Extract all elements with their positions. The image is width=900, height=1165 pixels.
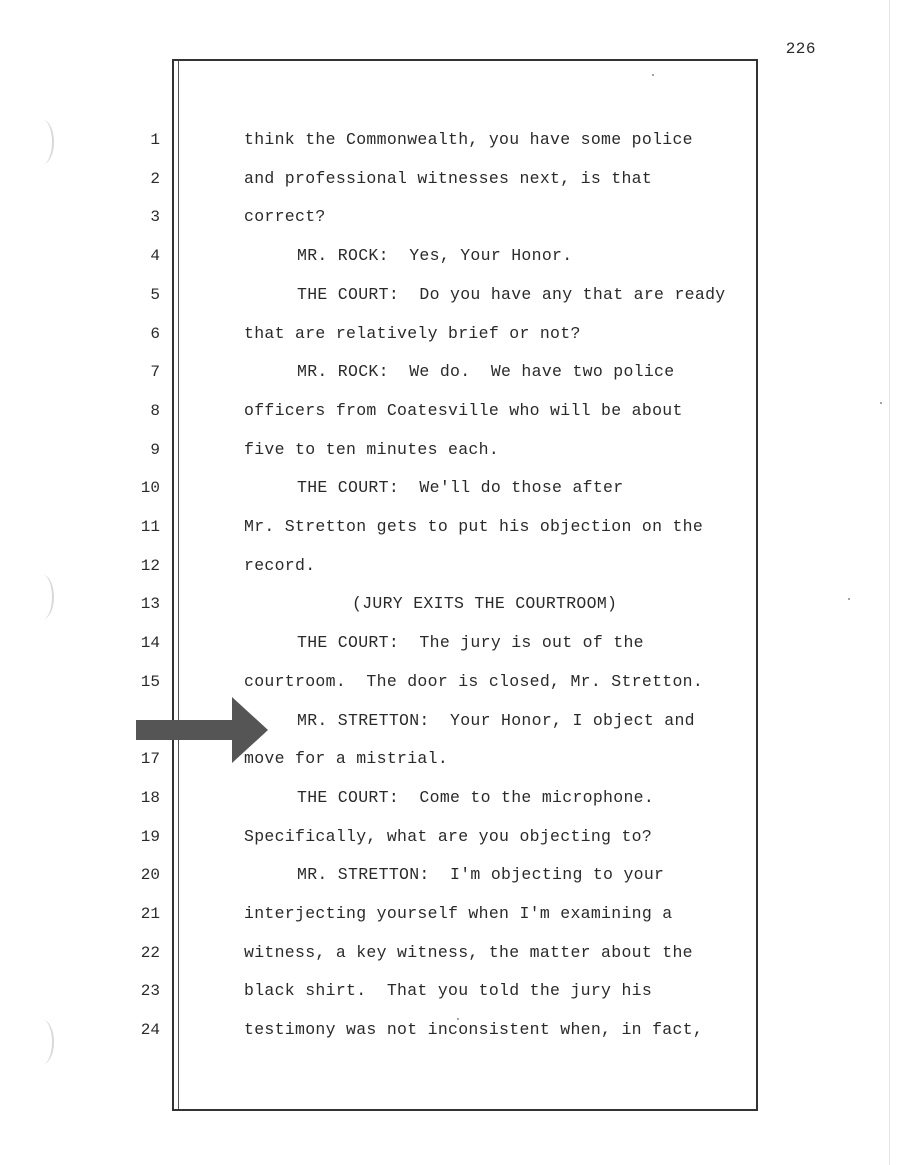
line-number: 6 (150, 325, 160, 343)
transcript-line: THE COURT: Come to the microphone. (297, 788, 655, 807)
line-number: 13 (140, 595, 160, 613)
right-arrow-icon (136, 697, 268, 763)
transcript-line: MR. STRETTON: Your Honor, I object and (297, 711, 695, 730)
line-number: 23 (140, 982, 160, 1000)
line-number: 2 (150, 170, 160, 188)
transcript-line: five to ten minutes each. (244, 440, 500, 459)
transcript-line: correct? (244, 207, 326, 226)
line-number: 1 (150, 131, 160, 149)
transcript-line: (JURY EXITS THE COURTROOM) (352, 594, 618, 613)
line-number: 14 (140, 634, 160, 652)
line-number: 10 (140, 479, 160, 497)
line-number: 17 (140, 750, 160, 768)
punch-hole-bottom (32, 1020, 54, 1064)
page-edge-shadow (889, 0, 890, 1165)
transcript-line: black shirt. That you told the jury his (244, 981, 653, 1000)
transcript-line: and professional witnesses next, is that (244, 169, 653, 188)
page-number: 226 (785, 40, 816, 58)
transcript-line: that are relatively brief or not? (244, 324, 581, 343)
transcript-line: record. (244, 556, 316, 575)
transcript-line: MR. ROCK: We do. We have two police (297, 362, 675, 381)
line-number: 3 (150, 208, 160, 226)
transcript-line: THE COURT: Do you have any that are ready (297, 285, 726, 304)
line-number: 9 (150, 441, 160, 459)
transcript-line: THE COURT: We'll do those after (297, 478, 624, 497)
transcript-line: courtroom. The door is closed, Mr. Stretton. (244, 672, 704, 691)
line-number: 7 (150, 363, 160, 381)
line-number: 15 (140, 673, 160, 691)
line-number: 22 (140, 944, 160, 962)
right-arrow-shape (136, 697, 268, 763)
line-number: 21 (140, 905, 160, 923)
transcript-line: testimony was not inconsistent when, in fact, (244, 1020, 704, 1039)
line-number: 20 (140, 866, 160, 884)
line-number: 8 (150, 402, 160, 420)
transcript-line: move for a mistrial. (244, 749, 449, 768)
line-number: 5 (150, 286, 160, 304)
scan-speck (848, 598, 850, 600)
transcript-line: think the Commonwealth, you have some police (244, 130, 693, 149)
scan-speck (880, 402, 882, 404)
line-number: 18 (140, 789, 160, 807)
transcript-line: THE COURT: The jury is out of the (297, 633, 644, 652)
line-number: 4 (150, 247, 160, 265)
transcript-frame-inner-rule (178, 61, 179, 1109)
punch-hole-top (32, 120, 54, 164)
line-number: 12 (140, 557, 160, 575)
line-number: 24 (140, 1021, 160, 1039)
transcript-line: Specifically, what are you objecting to? (244, 827, 653, 846)
line-number: 19 (140, 828, 160, 846)
punch-hole-middle (32, 575, 54, 619)
transcript-line: Mr. Stretton gets to put his objection on the (244, 517, 704, 536)
line-number: 11 (140, 518, 160, 536)
transcript-line: interjecting yourself when I'm examining a (244, 904, 673, 923)
transcript-line: MR. ROCK: Yes, Your Honor. (297, 246, 573, 265)
transcript-line: witness, a key witness, the matter about the (244, 943, 693, 962)
transcript-line: officers from Coatesville who will be about (244, 401, 683, 420)
transcript-line: MR. STRETTON: I'm objecting to your (297, 865, 665, 884)
